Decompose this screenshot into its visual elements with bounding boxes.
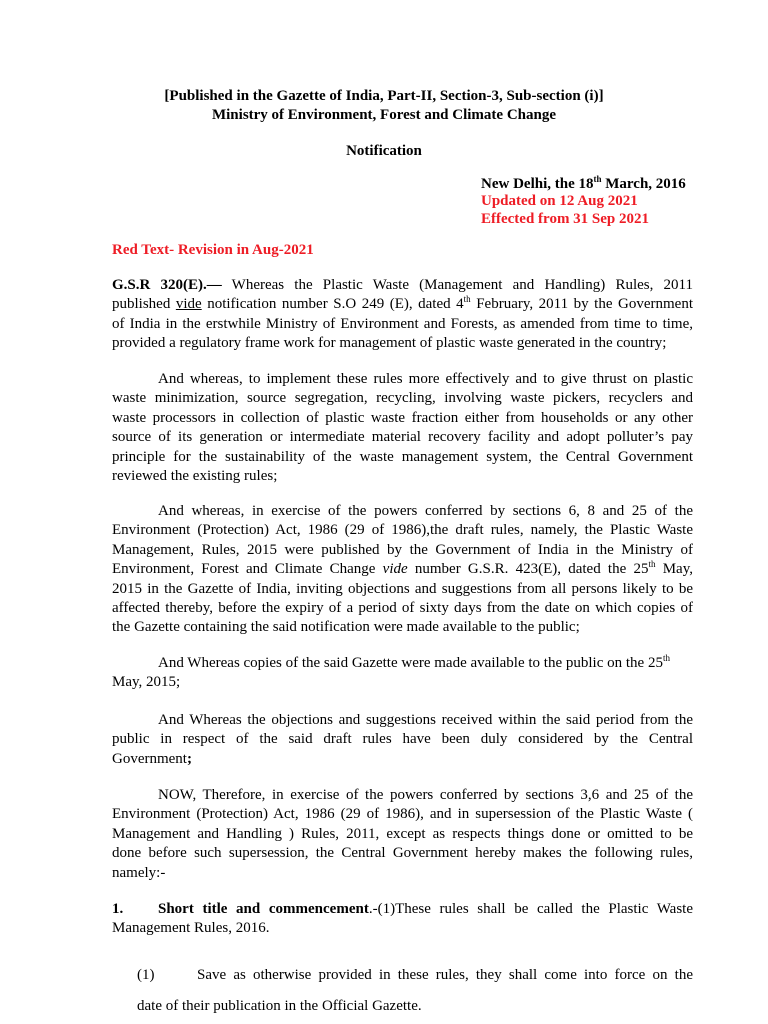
text-line [112,560,693,579]
text-line: waste processors in collection of plastic waste fraction either from households or any other [112,409,693,426]
updated-date: Updated on 12 Aug 2021 [481,193,638,209]
text-line: Management and Handling ) Rules, 2011, except as respects things done or omitted to be [112,825,693,842]
place-date-prefix: New Delhi, the 18 [481,176,594,192]
text-run: February, 2011 by the Government [470,296,693,313]
paragraph-gsr [112,276,693,354]
text-line [112,276,693,295]
text-line: public in respect of the said draft rules have been duly considered by the Central [112,731,693,748]
paragraph-whereas-objections [112,711,693,769]
text-line: And whereas, in exercise of the powers conferred by sections 6, 8 and 25 of the [158,503,693,519]
place-date-ordinal: th [593,174,602,184]
ministry-name: Ministry of Environment, Forest and Climate Change [211,107,557,123]
text-line: of India in the erstwhile Ministry of Environment and Forests, as amended from time to time, [112,315,693,332]
text-line: done before such supersession, the Central Government hereby makes the following rules, [112,845,693,862]
place-date-suffix: March, 2016 [601,176,686,192]
text-line: Environment (Protection) Act, 1986 (29 of 1986), and in supersession of the Plastic Waste ( [112,806,693,823]
text-line: Management Rules, 2016. [112,920,270,937]
text-line [112,900,693,919]
text-run: May, [655,561,693,578]
paragraph-whereas-draft [112,502,693,638]
text-run: number G.S.R. 423(E), dated the 25 [407,561,649,578]
section-number: 1. [112,901,124,917]
text-run: Environment, Forest and Climate Change [112,561,383,578]
text-line: 2015 in the Gazette of India, inviting objections and suggestions from all persons likely to be [112,580,693,597]
text-run: notification number S.O 249 (E), dated 4 [201,296,464,313]
section-1-short-title [112,900,693,939]
bold-semicolon: ; [186,750,192,767]
text-line: May, 2015; [112,674,181,691]
text-line: Environment (Protection) Act, 1986 (29 of 1986),the draft rules, namely, the Plastic Waste [112,522,693,539]
vide-italic: vide [382,561,408,578]
text-line: NOW, Therefore, in exercise of the powers conferred by sections 3,6 and 25 of the [158,787,693,803]
text-run: .-(1)These rules shall be called the Plastic Waste [368,901,693,917]
revision-note: Red Text- Revision in Aug-2021 [112,242,314,258]
text-line: affected thereby, before the expiry of a period of sixty days from the date on which copies of [112,600,693,617]
text-line: namely:- [112,864,166,881]
text-line [137,960,693,991]
text-line [112,750,693,769]
paragraph-whereas-copies [112,654,693,693]
text-line: waste minimization, source segregation, recycling, involving waste pickers, recyclers and [112,390,693,407]
ordinal-sup: th [662,653,670,663]
text-run: Government [112,750,187,767]
text-line: provided a regulatory frame work for management of plastic waste generated in the country; [112,335,667,352]
paragraph-now-therefore [112,786,693,883]
gsr-number: G.S.R 320(E).— [112,277,222,293]
text-run: Whereas the Plastic Waste (Management and Handling) Rules, 2011 [221,277,693,293]
text-line: principle for the sustainability of the waste management system, the Central Government [112,448,693,465]
text-line [112,295,693,314]
notification-title: Notification [346,143,422,159]
text-line: Management, Rules, 2015 were published by the Government of India in the Ministry of [112,541,693,558]
effected-date: Effected from 31 Sep 2021 [481,211,650,227]
ordinal-sup: th [648,559,656,570]
subclause-number: (1) [137,967,155,983]
text-line: And whereas, to implement these rules more effectively and to give thrust on plastic [158,371,693,387]
text-line: And Whereas the objections and suggestions received within the said period from the [158,712,693,728]
paragraph-whereas-implement [112,370,693,486]
text-line: source of its generation or intermediate material recovery facility and adopt polluter’s pay [112,429,693,446]
text-line: date of their publication in the Official Gazette. [137,998,422,1014]
subclause-commencement [137,960,693,1022]
gazette-publication-line: [Published in the Gazette of India, Part-II, Section-3, Sub-section (i)] [164,88,604,104]
text-run: published [112,296,176,313]
text-line: reviewed the existing rules; [112,468,278,485]
text-line: the Gazette containing the said notification were made available to the public; [112,619,580,636]
text-run: And Whereas copies of the said Gazette were made available to the public on the 25 [158,655,663,671]
vide-underlined: vide [175,296,202,313]
text-run: Save as otherwise provided in these rules, they shall come into force on the [197,967,693,983]
ordinal-sup: th [463,294,471,305]
text-line [112,654,693,673]
section-heading: Short title and commencement [158,901,369,917]
